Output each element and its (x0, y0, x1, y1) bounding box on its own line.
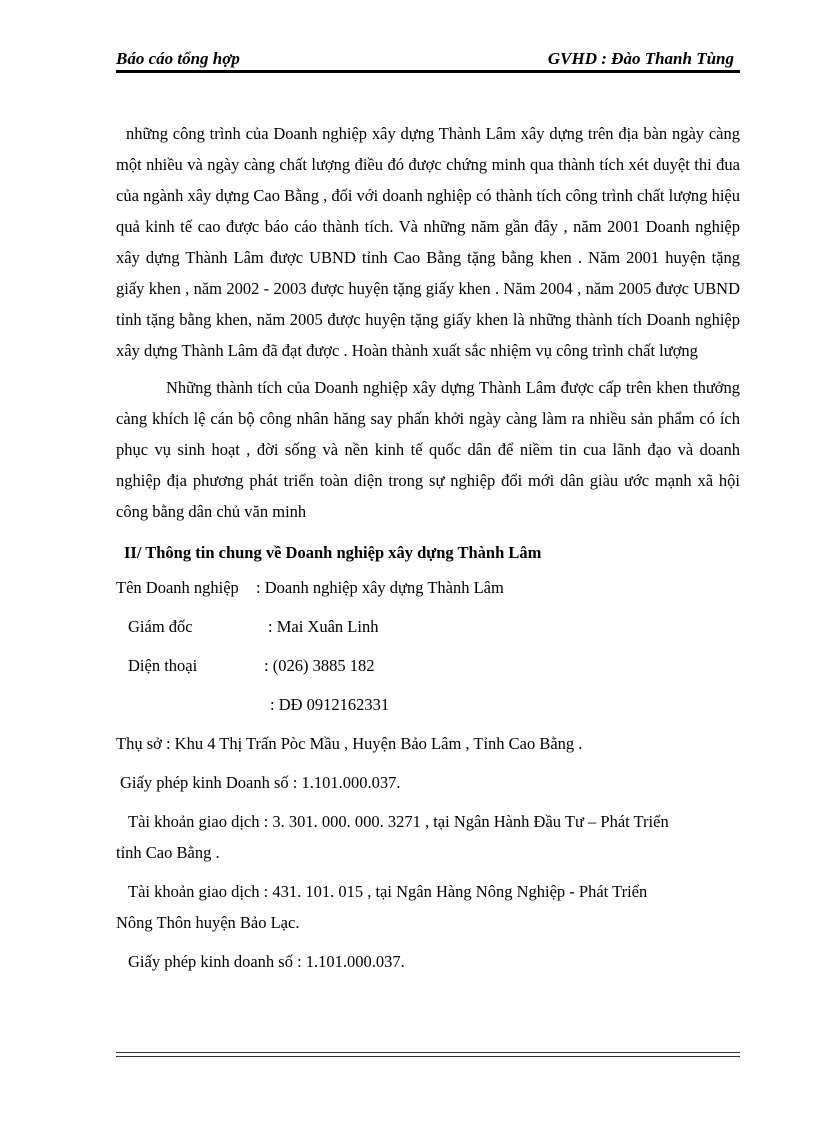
advisor-name: GVHD : Đào Thanh Tùng (547, 49, 734, 68)
account-2-line-1: Tài khoản giao dịch : 431. 101. 015 , tại Ngân Hàng Nông Nghiệp - Phát Triển (128, 882, 648, 901)
account-1-line-1: Tài khoản giao dịch : 3. 301. 000. 000. 3271 , tại Ngân Hành Đầu Tư – Phát Triển (128, 812, 669, 831)
phone-label: Diện thoại (128, 656, 198, 675)
section-heading: II/ Thông tin chung về Doanh nghiệp xây dựng Thành Lâm (124, 543, 542, 562)
director-label: Giám đốc (128, 617, 193, 636)
phone-value: : (026) 3885 182 (264, 656, 375, 675)
paragraph-achievements: những công trình của Doanh nghiệp xây dựng Thành Lâm xây dựng trên địa bàn ngày càng một nhiều và ngày càng chất lượng điều đó được chứng minh qua thành tích xét duyệt thi đua của ngành xây dựng Cao Bằng , đối với doanh nghiệp có thành tích công trình chất lượng hiệu quả kinh tế cao được báo cáo thành tích. Và những năm gần đây , năm 2001 Doanh nghiệp xây dựng Thành Lâm được UBND tỉnh Cao Bằng tặng bằng khen . Năm 2001 huyện tặng giấy khen , năm 2002 - 2003 được huyện tặng giấy khen . Năm 2004 , năm 2005 được UBND tỉnh tặng bằng khen, năm 2005 được huyện tặng giấy khen là những thành tích Doanh nghiệp xây dựng Thành Lâm đã đạt được . Hoàn thành xuất sắc nhiệm vụ công trình chất lượng (116, 124, 740, 360)
director-row (116, 607, 740, 646)
address-row (116, 724, 740, 763)
mobile-value: : DĐ 0912162331 (270, 695, 390, 714)
director-value: : Mai Xuân Linh (268, 617, 379, 636)
report-title: Báo cáo tổng hợp (116, 49, 240, 68)
address-text: Thụ sở : Khu 4 Thị Trấn Pòc Mầu , Huyện Bảo Lâm , Tỉnh Cao Bằng . (116, 734, 583, 753)
license-row-2 (116, 942, 740, 981)
mobile-row (116, 685, 740, 724)
account-2-line-2: Nông Thôn huyện Bảo Lạc. (116, 913, 300, 932)
document-body (116, 118, 740, 981)
footer-divider-top (116, 1052, 740, 1053)
license-row-1 (116, 763, 740, 802)
paragraph-recognition: Những thành tích của Doanh nghiệp xây dựng Thành Lâm được cấp trên khen thưởng càng khích lệ cán bộ công nhân hăng say phấn khởi ngày càng làm ra nhiều sản phẩm có ích phục vụ sinh hoạt , đời sống và nền kinh tế quốc dân để niềm tin cua lãnh đạo và doanh nghiệp địa phương phát triển toàn diện trong sự nghiệp đổi mới dân giàu ước mạnh xã hội công bằng dân chủ văn minh (116, 378, 740, 521)
account-2-block (116, 876, 740, 938)
company-name-row (116, 568, 740, 607)
business-license-2: Giấy phép kinh doanh số : 1.101.000.037. (128, 952, 405, 971)
company-name-value: : Doanh nghiệp xây dựng Thành Lâm (256, 578, 504, 597)
header-divider (116, 70, 740, 73)
footer-divider-bottom (116, 1056, 740, 1057)
page-header (116, 48, 740, 76)
company-name-label: Tên Doanh nghiệp (116, 578, 239, 597)
account-1-block (116, 806, 740, 868)
account-1-line-2: tỉnh Cao Bằng . (116, 843, 220, 862)
phone-row (116, 646, 740, 685)
business-license-1: Giấy phép kinh Doanh số : 1.101.000.037. (120, 773, 401, 792)
